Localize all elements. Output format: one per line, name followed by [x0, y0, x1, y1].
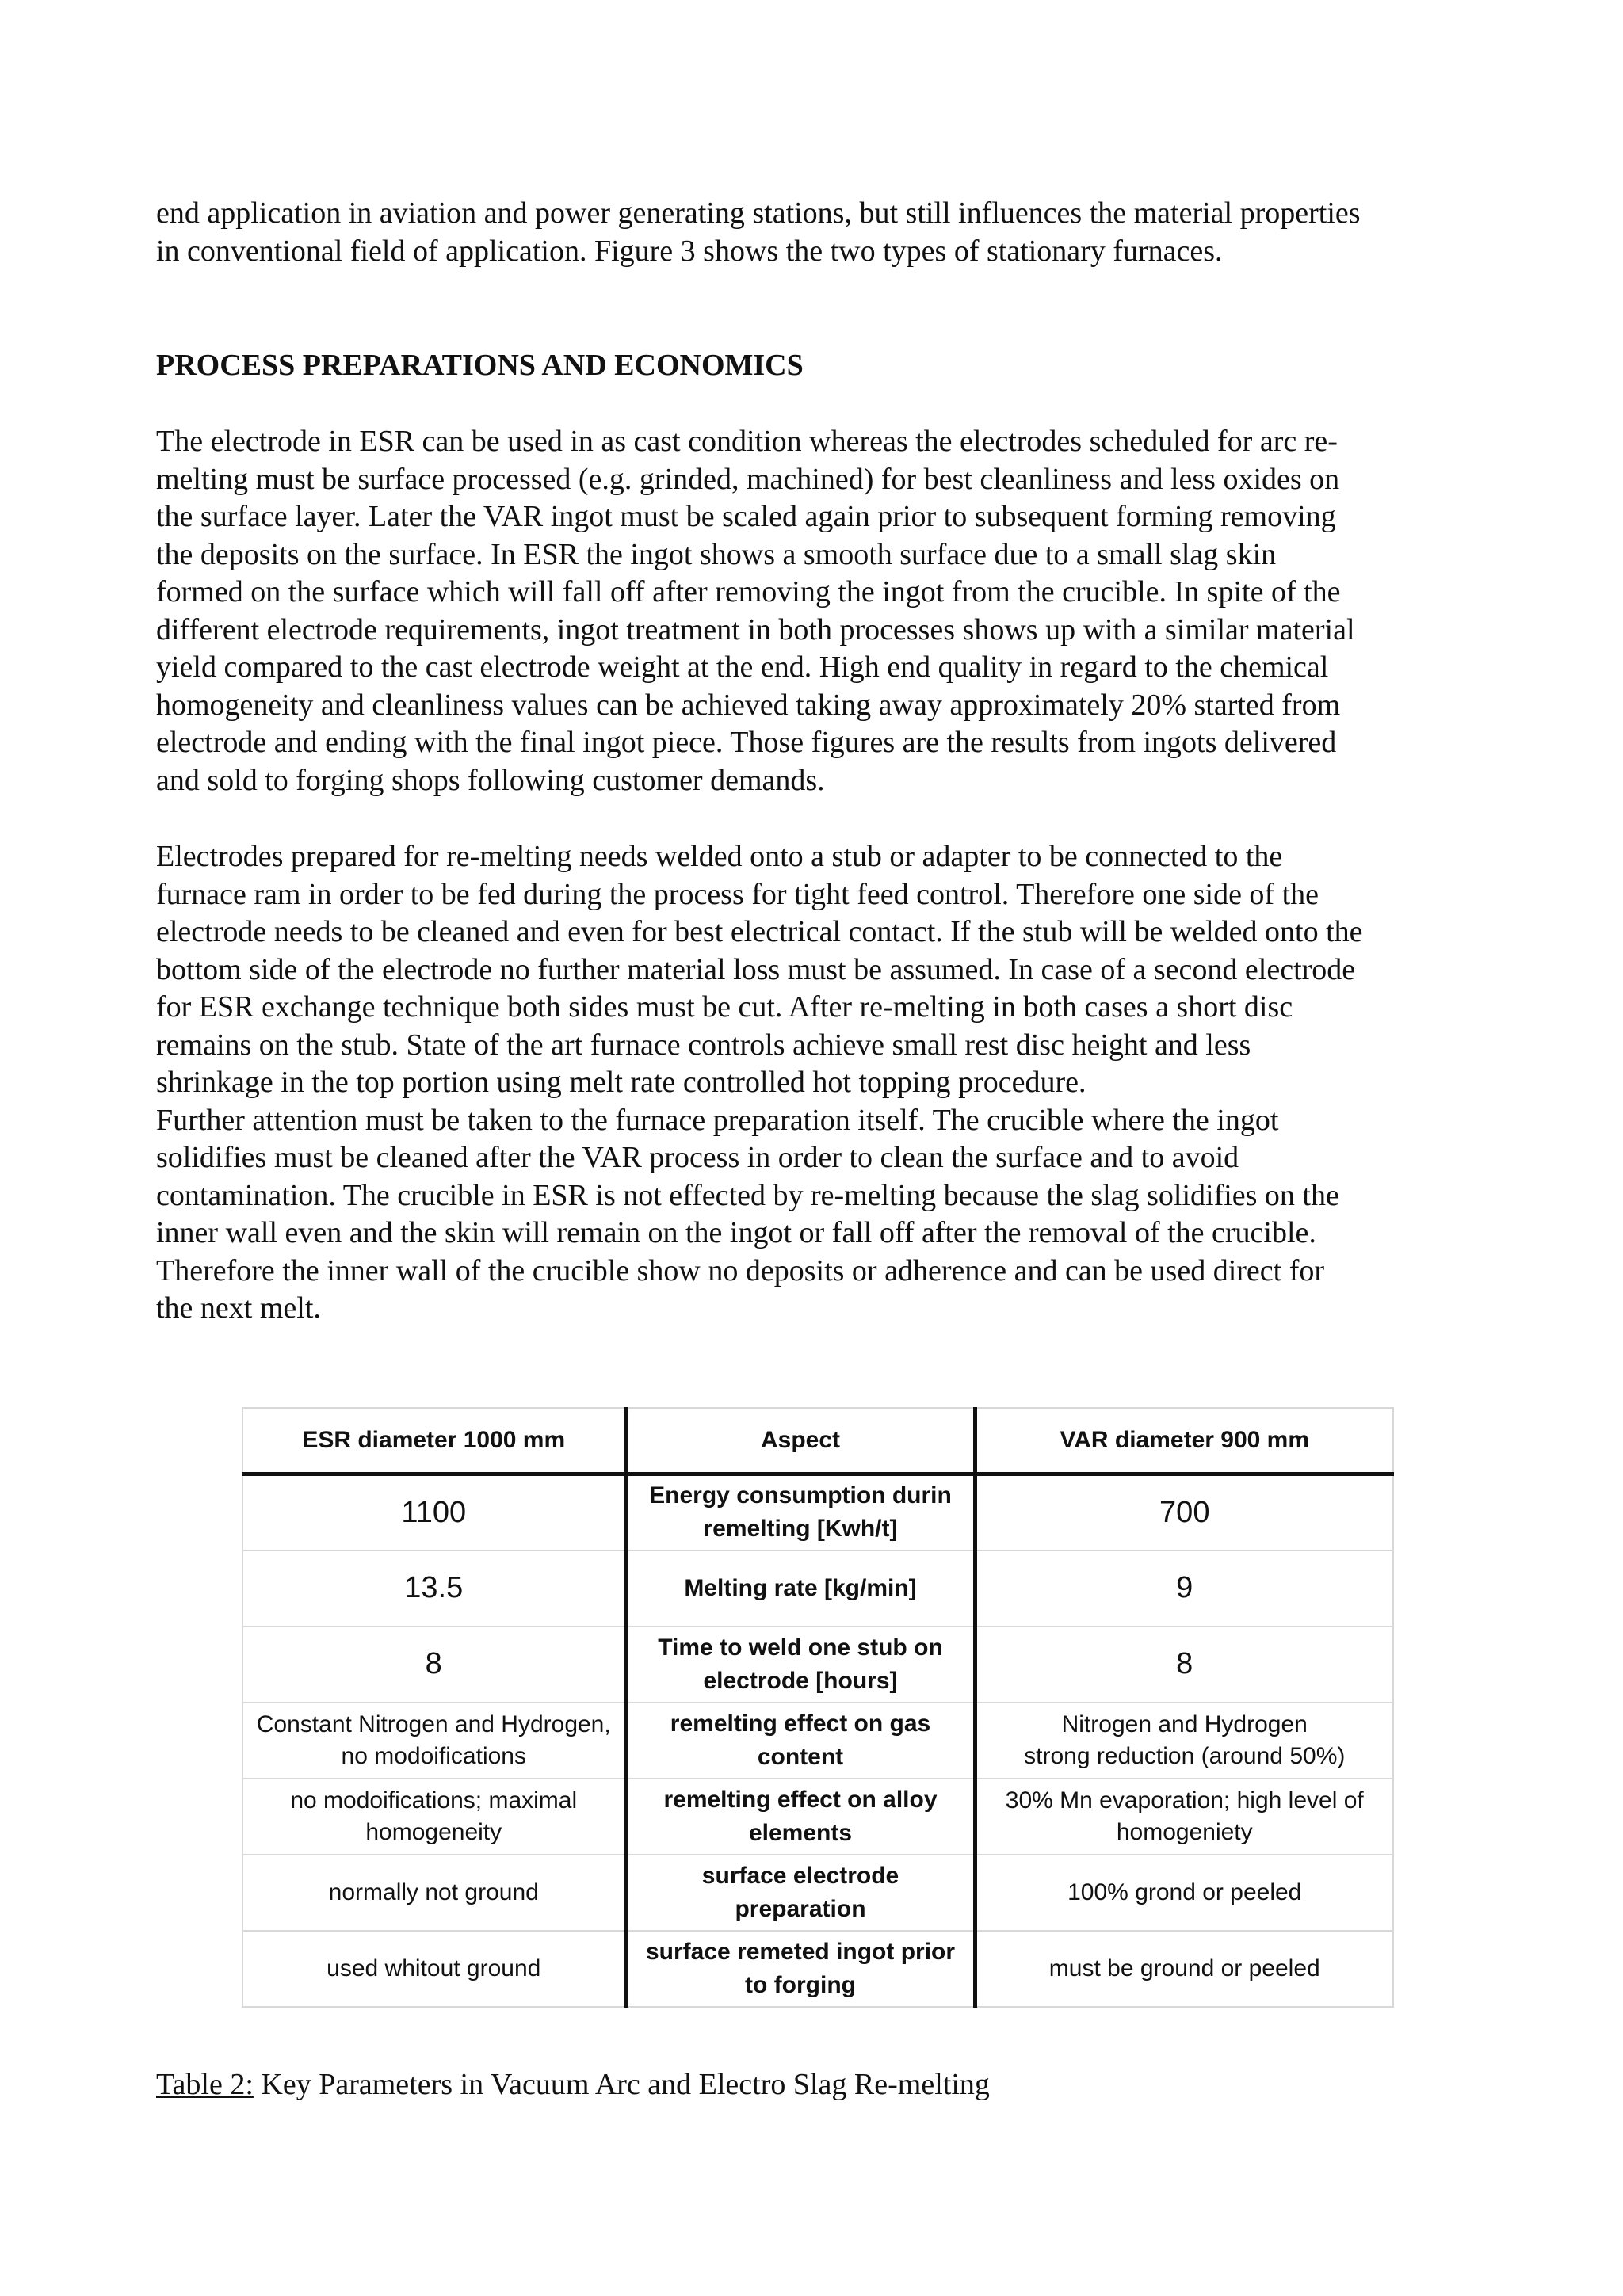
cell-esr: [242, 1703, 626, 1779]
table-caption: [156, 2066, 990, 2104]
cell-text: Melting rate [kg/min]: [684, 1574, 917, 1601]
cell-text: Energy consumption durin: [649, 1482, 952, 1509]
text-line: and sold to forging shops following customer demands.: [156, 763, 825, 797]
section-heading: PROCESS PREPARATIONS AND ECONOMICS: [156, 349, 804, 382]
cell-var: 700: [975, 1474, 1393, 1550]
text-line: the next melt.: [156, 1291, 321, 1325]
table-row: [242, 1627, 1393, 1703]
cell-text: homogeniety: [1116, 1818, 1253, 1845]
caption-label: Table 2:: [156, 2068, 254, 2101]
text-line: inner wall even and the skin will remain on the ingot or fall off after the removal of the crucible.: [156, 1216, 1316, 1249]
text-line: electrode needs to be cleaned and even for best electrical contact. If the stub will be welded onto the: [156, 915, 1363, 948]
cell-var: [975, 1703, 1393, 1779]
header-var: VAR diameter 900 mm: [975, 1408, 1393, 1474]
cell-text: 30% Mn evaporation; high level of: [1005, 1787, 1364, 1814]
cell-text: no modoifications: [341, 1742, 526, 1769]
text-line: homogeneity and cleanliness values can be achieved taking away approximately 20% started from: [156, 688, 1341, 722]
cell-aspect: [626, 1779, 975, 1855]
cell-aspect: [626, 1931, 975, 2007]
text-line: electrode and ending with the final ingot piece. Those figures are the results from ingots delivered: [156, 726, 1337, 759]
text-line: melting must be surface processed (e.g. grinded, machined) for best cleanliness and less oxides on: [156, 462, 1340, 496]
text-line: end application in aviation and power generating stations, but still influences the material properties: [156, 196, 1361, 230]
text-line: remains on the stub. State of the art furnace controls achieve small rest disc height and less: [156, 1028, 1251, 1062]
cell-text: electrode [hours]: [703, 1667, 898, 1694]
cell-text: elements: [748, 1819, 853, 1846]
cell-text: Time to weld one stub on: [658, 1634, 943, 1661]
cell-var: 9: [975, 1550, 1393, 1627]
table-header-row: [242, 1408, 1393, 1474]
cell-text: must be ground or peeled: [1048, 1955, 1320, 1981]
text-line: Further attention must be taken to the furnace preparation itself. The crucible where the ingot: [156, 1103, 1279, 1137]
text-line: formed on the surface which will fall off after removing the ingot from the crucible. In spite of the: [156, 575, 1341, 608]
text-line: furnace ram in order to be fed during the process for tight feed control. Therefore one side of the: [156, 877, 1319, 911]
table-row: [242, 1703, 1393, 1779]
cell-text: no modoifications; maximal: [290, 1787, 578, 1814]
table-row: [242, 1931, 1393, 2007]
cell-esr: 13.5: [242, 1550, 626, 1627]
cell-text: preparation: [735, 1895, 866, 1922]
cell-text: remelting effect on gas: [670, 1710, 931, 1737]
text-line: The electrode in ESR can be used in as cast condition whereas the electrodes scheduled for arc re-: [156, 425, 1338, 458]
text-line: in conventional field of application. Figure 3 shows the two types of stationary furnaces.: [156, 234, 1223, 268]
cell-text: remelting effect on alloy: [663, 1786, 938, 1813]
paragraph-remelting: [156, 838, 1487, 1328]
cell-text: to forging: [745, 1971, 856, 1998]
cell-text: surface electrode: [701, 1862, 899, 1889]
caption-text: Key Parameters in Vacuum Arc and Electro Slag Re-melting: [253, 2068, 990, 2101]
cell-esr: [242, 1855, 626, 1931]
cell-var: [975, 1855, 1393, 1931]
text-line: for ESR exchange technique both sides must be cut. After re-melting in both cases a short disc: [156, 990, 1293, 1024]
intro-paragraph: [156, 195, 1487, 270]
paragraph-electrode: [156, 423, 1487, 799]
cell-aspect: [626, 1474, 975, 1550]
cell-var: 8: [975, 1627, 1393, 1703]
header-esr: ESR diameter 1000 mm: [242, 1408, 626, 1474]
table-row: [242, 1474, 1393, 1550]
text-line: the surface layer. Later the VAR ingot must be scaled again prior to subsequent forming removing: [156, 500, 1336, 533]
table-row: [242, 1779, 1393, 1855]
text-line: Electrodes prepared for re-melting needs welded onto a stub or adapter to be connected to the: [156, 840, 1283, 873]
cell-text: Nitrogen and Hydrogen: [1061, 1711, 1308, 1737]
cell-esr: [242, 1931, 626, 2007]
cell-text: 100% grond or peeled: [1067, 1878, 1302, 1905]
table-row: [242, 1855, 1393, 1931]
cell-text: homogeneity: [365, 1818, 502, 1845]
text-line: the deposits on the surface. In ESR the ingot shows a smooth surface due to a small slag skin: [156, 537, 1277, 571]
text-line: shrinkage in the top portion using melt rate controlled hot topping procedure.: [156, 1066, 1086, 1099]
text-line: yield compared to the cast electrode weight at the end. High end quality in regard to the chemical: [156, 650, 1329, 684]
cell-esr: 1100: [242, 1474, 626, 1550]
text-line: contamination. The crucible in ESR is not effected by re-melting because the slag solidifies on the: [156, 1178, 1339, 1212]
cell-var: [975, 1779, 1393, 1855]
text-line: solidifies must be cleaned after the VAR process in order to clean the surface and to avoid: [156, 1141, 1239, 1174]
cell-aspect: [626, 1703, 975, 1779]
cell-esr: 8: [242, 1627, 626, 1703]
cell-text: remelting [Kwh/t]: [703, 1516, 898, 1543]
text-line: bottom side of the electrode no further material loss must be assumed. In case of a second electrode: [156, 952, 1356, 986]
key-parameters-table: [242, 1407, 1394, 2008]
cell-text: Constant Nitrogen and Hydrogen,: [256, 1711, 611, 1737]
table-row: [242, 1550, 1393, 1627]
key-parameters-table-wrapper: [242, 1407, 1392, 2008]
cell-text: content: [757, 1743, 844, 1770]
cell-esr: [242, 1779, 626, 1855]
cell-aspect: [626, 1550, 975, 1627]
cell-text: strong reduction (around 50%): [1024, 1742, 1346, 1769]
cell-var: [975, 1931, 1393, 2007]
text-line: different electrode requirements, ingot treatment in both processes shows up with a similar material: [156, 612, 1355, 646]
cell-text: used whitout ground: [327, 1955, 541, 1981]
text-line: Therefore the inner wall of the crucible show no deposits or adherence and can be used direct for: [156, 1253, 1325, 1287]
cell-text: surface remeted ingot prior: [645, 1938, 956, 1965]
cell-text: normally not ground: [328, 1878, 539, 1905]
cell-aspect: [626, 1627, 975, 1703]
header-aspect: Aspect: [626, 1408, 975, 1474]
cell-aspect: [626, 1855, 975, 1931]
